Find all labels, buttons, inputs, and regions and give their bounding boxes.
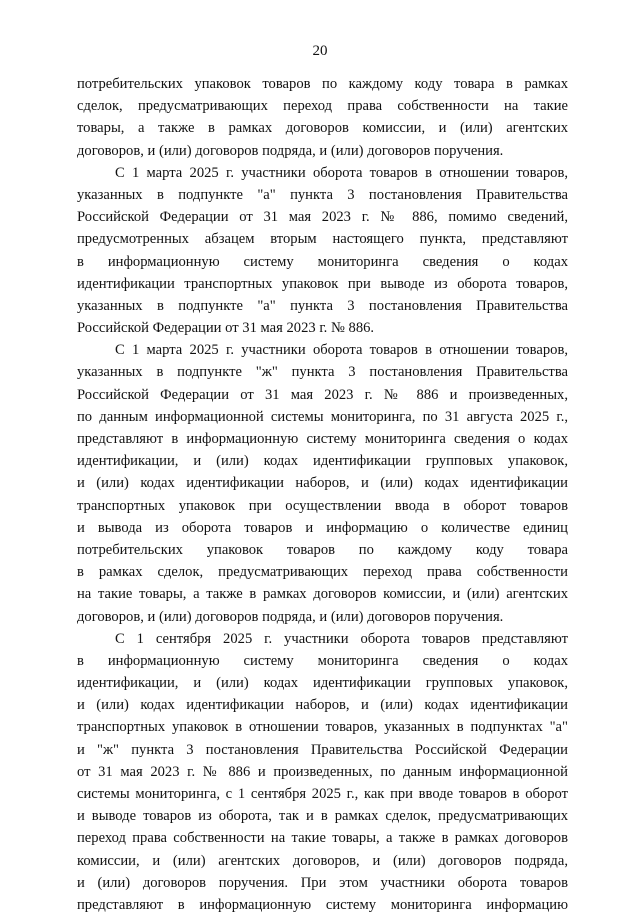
text-line: Российской Федерации от 31 мая 2023 г. № 886, помимо сведений,: [77, 209, 568, 226]
text-line: по данным информационной системы мониторинга, по 31 августа 2025 г.,: [77, 408, 568, 425]
document-body: [77, 73, 568, 916]
text-line: потребительских упаковок товаров по каждому коду товара в рамках: [77, 76, 568, 92]
page-number: 20: [312, 43, 328, 59]
text-line: и вывода из оборота товаров и информацию о количестве единиц: [77, 519, 568, 536]
text-line: системы мониторинга, с 1 сентября 2025 г., как при вводе товаров в оборот: [77, 786, 568, 802]
text-line: на такие товары, а также в рамках договоров комиссии, и (или) агентских: [77, 586, 568, 603]
text-line: указанных в подпункте "а" пункта 3 постановления Правительства: [77, 186, 568, 203]
text-line: предусмотренных абзацем вторым настоящего пункта, представляют: [77, 231, 568, 248]
paragraph: [77, 162, 568, 340]
text-line: и (или) кодах идентификации наборов, и (или) кодах идентификации: [77, 475, 568, 492]
paragraph: [77, 73, 568, 162]
text-line: транспортных упаковок при осуществлении ввода в оборот товаров: [77, 497, 568, 514]
text-line: в рамках сделок, предусматривающих переход права собственности: [77, 564, 568, 581]
text-line: переход права собственности на такие товары, а также в рамках договоров: [77, 830, 568, 847]
text-line: представляют в информационную систему мониторинга сведения о кодах: [77, 431, 568, 447]
text-line: в информационную систему мониторинга сведения о кодах: [77, 652, 568, 669]
text-line: и "ж" пункта 3 постановления Правительства Российской Федерации: [77, 741, 568, 758]
text-line: сделок, предусматривающих переход права собственности на такие: [77, 98, 568, 115]
text-line: Российской Федерации от 31 мая 2023 г. № 886 и произведенных,: [77, 386, 568, 403]
text-line: и выводе товаров из оборота, так и в рамках сделок, предусматривающих: [77, 808, 568, 825]
text-line: идентификации, и (или) кодах идентификации групповых упаковок,: [77, 453, 568, 470]
text-line: указанных в подпункте "а" пункта 3 постановления Правительства: [77, 297, 568, 314]
paragraph: [77, 339, 568, 627]
text-line: С 1 марта 2025 г. участники оборота товаров в отношении товаров,: [115, 164, 568, 181]
text-line: договоров, и (или) договоров подряда, и (или) договоров поручения.: [77, 608, 504, 625]
text-line: от 31 мая 2023 г. № 886 и произведенных, по данным информационной: [77, 763, 568, 780]
text-line: в информационную систему мониторинга сведения о кодах: [77, 253, 568, 270]
text-line: и (или) договоров поручения. При этом участники оборота товаров: [77, 874, 568, 891]
text-line: и (или) кодах идентификации наборов, и (или) кодах идентификации: [77, 697, 568, 714]
paragraph: [77, 628, 568, 916]
text-line: транспортных упаковок в отношении товаров, указанных в подпунктах "а": [77, 719, 568, 736]
text-line: потребительских упаковок товаров по каждому коду товара: [77, 541, 568, 558]
text-line: С 1 марта 2025 г. участники оборота товаров в отношении товаров,: [115, 342, 568, 359]
text-line: идентификации транспортных упаковок при выводе из оборота товаров,: [77, 275, 568, 292]
text-line: комиссии, и (или) агентских договоров, и (или) договоров подряда,: [77, 852, 568, 869]
text-line: представляют в информационную систему мониторинга информацию: [77, 896, 568, 913]
text-line: договоров, и (или) договоров подряда, и (или) договоров поручения.: [77, 142, 504, 159]
text-line: указанных в подпункте "ж" пункта 3 постановления Правительства: [77, 364, 568, 381]
text-line: Российской Федерации от 31 мая 2023 г. № 886.: [77, 320, 375, 337]
text-line: товары, а также в рамках договоров комиссии, и (или) агентских: [77, 120, 568, 137]
text-line: идентификации, и (или) кодах идентификации групповых упаковок,: [77, 675, 568, 692]
text-line: С 1 сентября 2025 г. участники оборота товаров представляют: [115, 630, 568, 647]
